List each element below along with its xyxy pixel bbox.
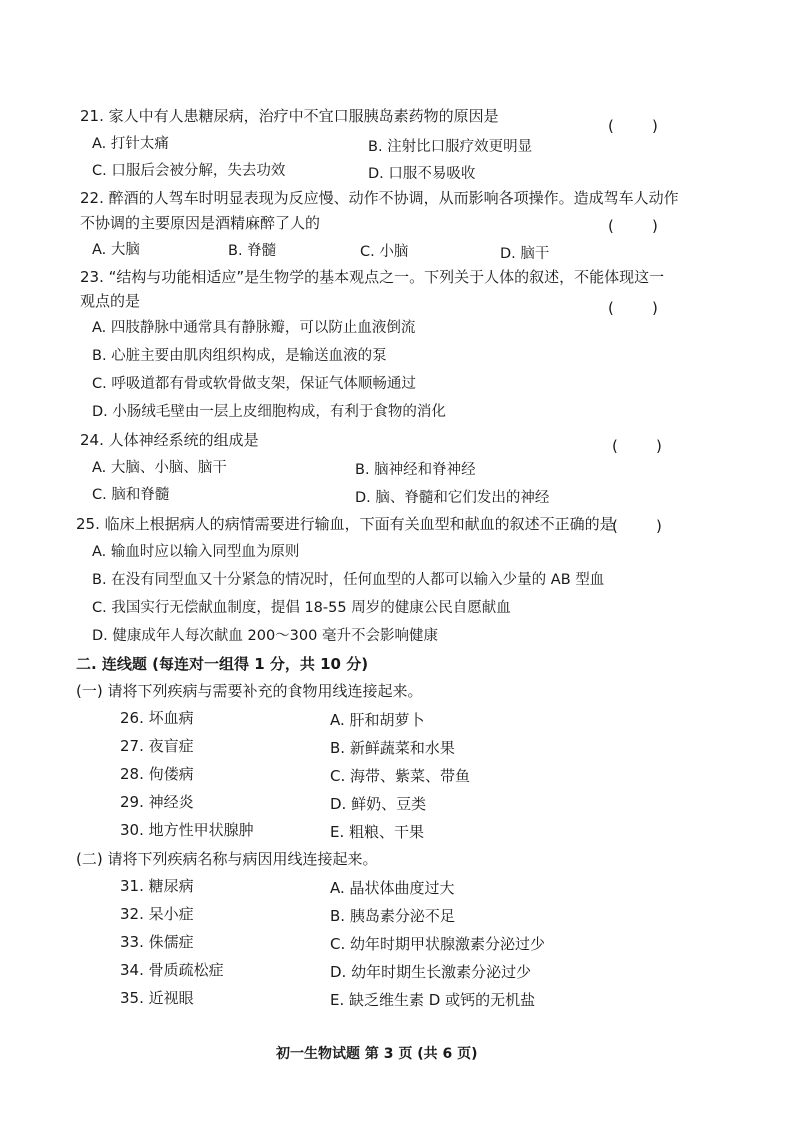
q25-option-c: C. 我国实行无偿献血制度，提倡 18-55 周岁的健康公民自愿献血 xyxy=(92,600,511,616)
q24-option-a: A. 大脑、小脑、脑干 xyxy=(92,460,227,476)
page-footer: 初一生物试题 第 3 页 (共 6 页) xyxy=(276,1046,478,1062)
q23-option-b: B. 心脏主要由肌肉组织构成，是输送血液的泵 xyxy=(92,348,387,364)
q23-option-c: C. 呼吸道都有骨或软骨做支架，保证气体顺畅通过 xyxy=(92,376,416,392)
q21-option-d: D. 口服不易吸收 xyxy=(368,166,476,182)
q25-answer-paren: ( ) xyxy=(612,517,662,535)
q24-answer-paren: ( ) xyxy=(612,437,662,455)
q21-option-a: A. 打针太痛 xyxy=(92,136,169,152)
part1-right-item: C. 海带、紫菜、带鱼 xyxy=(330,767,471,785)
q21-option-c: C. 口服后会被分解，失去功效 xyxy=(92,163,286,179)
part2-right-item: C. 幼年时期甲状腺激素分泌过少 xyxy=(330,935,546,953)
part2-right-item: B. 胰岛素分泌不足 xyxy=(330,907,455,925)
part1-left-item: 28. 佝偻病 xyxy=(120,765,194,783)
q22-option-a: A. 大脑 xyxy=(92,242,140,258)
q22-option-b: B. 脊髓 xyxy=(228,243,277,259)
part2-left-item: 34. 骨质疏松症 xyxy=(120,961,224,979)
part1-right-item: E. 粗粮、干果 xyxy=(330,823,425,841)
q22-option-d: D. 脑干 xyxy=(500,246,550,262)
part1-left-item: 29. 神经炎 xyxy=(120,793,194,811)
part1-right-item: B. 新鲜蔬菜和水果 xyxy=(330,739,455,757)
part1-left-item: 26. 坏血病 xyxy=(120,709,194,727)
part2-left-item: 31. 糖尿病 xyxy=(120,877,194,895)
q21-stem: 21. 家人中有人患糖尿病，治疗中不宜口服胰岛素药物的原因是 xyxy=(80,107,499,125)
q22-answer-paren: ( ) xyxy=(608,217,658,235)
part2-left-item: 33. 侏儒症 xyxy=(120,933,194,951)
section2-part2-title: (二) 请将下列疾病名称与病因用线连接起来。 xyxy=(76,850,378,868)
section2-title: 二. 连线题 (每连对一组得 1 分，共 10 分) xyxy=(76,655,369,673)
q22-stem-line2: 不协调的主要原因是酒精麻醉了人的 xyxy=(80,214,321,232)
part2-right-item: A. 晶状体曲度过大 xyxy=(330,879,455,897)
q25-stem: 25. 临床上根据病人的病情需要进行输血，下面有关血型和献血的叙述不正确的是 xyxy=(76,515,615,533)
q22-option-c: C. 小脑 xyxy=(360,244,409,260)
q24-option-b: B. 脑神经和脊神经 xyxy=(355,462,476,478)
section2-part1-title: (一) 请将下列疾病与需要补充的食物用线连接起来。 xyxy=(76,682,423,700)
part2-left-item: 32. 呆小症 xyxy=(120,905,194,923)
part1-right-item: D. 鲜奶、豆类 xyxy=(330,795,427,813)
part1-right-item: A. 肝和胡萝卜 xyxy=(330,711,425,729)
q23-stem-line2: 观点的是 xyxy=(80,292,141,310)
q21-answer-paren: ( ) xyxy=(608,117,658,135)
q22-stem-line1: 22. 醉酒的人驾车时明显表现为反应慢、动作不协调，从而影响各项操作。造成驾车人动作 xyxy=(80,189,679,207)
part1-left-item: 30. 地方性甲状腺肿 xyxy=(120,821,254,839)
q25-option-d: D. 健康成年人每次献血 200～300 毫升不会影响健康 xyxy=(92,628,438,644)
q25-option-a: A. 输血时应以输入同型血为原则 xyxy=(92,544,300,560)
part2-right-item: D. 幼年时期生长激素分泌过少 xyxy=(330,963,532,981)
q25-option-b: B. 在没有同型血又十分紧急的情况时，任何血型的人都可以输入少量的 AB 型血 xyxy=(92,572,605,588)
q23-option-a: A. 四肢静脉中通常具有静脉瓣，可以防止血液倒流 xyxy=(92,320,416,336)
part2-left-item: 35. 近视眼 xyxy=(120,989,194,1007)
q21-option-b: B. 注射比口服疗效更明显 xyxy=(368,139,533,155)
part2-right-item: E. 缺乏维生素 D 或钙的无机盐 xyxy=(330,991,536,1009)
q24-stem: 24. 人体神经系统的组成是 xyxy=(80,431,259,449)
q23-stem-line1: 23. “结构与功能相适应”是生物学的基本观点之一。下列关于人体的叙述，不能体现这一 xyxy=(80,268,665,286)
part1-left-item: 27. 夜盲症 xyxy=(120,737,194,755)
q24-option-c: C. 脑和脊髓 xyxy=(92,487,170,503)
q23-option-d: D. 小肠绒毛壁由一层上皮细胞构成，有利于食物的消化 xyxy=(92,404,446,420)
q23-answer-paren: ( ) xyxy=(608,299,658,317)
q24-option-d: D. 脑、脊髓和它们发出的神经 xyxy=(355,490,550,506)
